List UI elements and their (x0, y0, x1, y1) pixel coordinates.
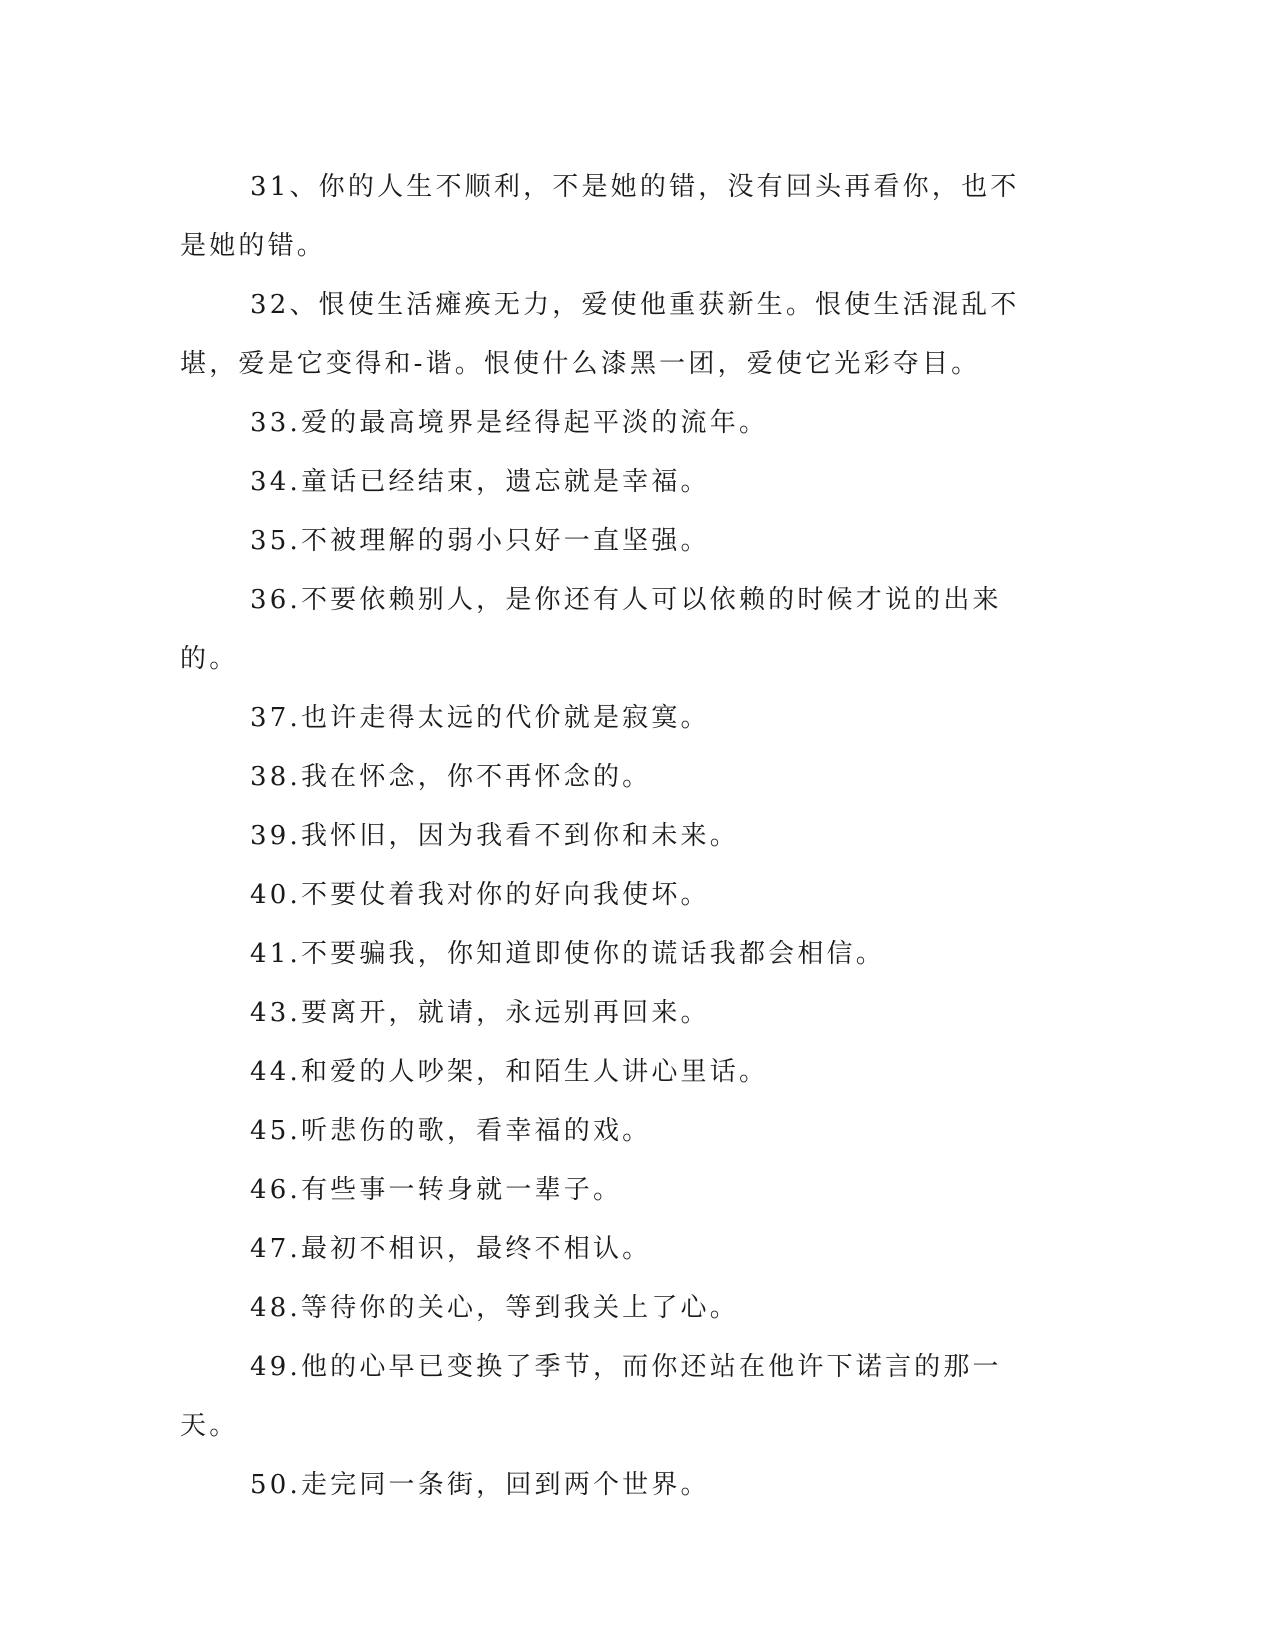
paragraph-41: 41.不要骗我，你知道即使你的谎话我都会相信。 (250, 939, 885, 969)
paragraph-32: 32、恨使生活瘫痪无力，爱使他重获新生。恨使生活混乱不堪，爱是它变得和-谐。恨使什么漆黑一团，爱使它光彩夺目。 (180, 290, 1020, 379)
document-body (180, 158, 1045, 1515)
paragraph-45: 45.听悲伤的歌，看幸福的戏。 (250, 1116, 652, 1146)
paragraph-31: 31、你的人生不顺利，不是她的错，没有回头再看你，也不是她的错。 (180, 172, 1020, 261)
paragraph-35: 35.不被理解的弱小只好一直坚强。 (250, 526, 710, 556)
paragraph-37: 37.也许走得太远的代价就是寂寞。 (250, 703, 710, 733)
paragraph-39: 39.我怀旧，因为我看不到你和未来。 (250, 821, 739, 851)
paragraph-49: 49.他的心早已变换了季节，而你还站在他许下诺言的那一天。 (180, 1352, 1002, 1441)
paragraph-33: 33.爱的最高境界是经得起平淡的流年。 (250, 408, 769, 438)
paragraph-46: 46.有些事一转身就一辈子。 (250, 1175, 623, 1205)
paragraph-40: 40.不要仗着我对你的好向我使坏。 (250, 880, 710, 910)
paragraph-38: 38.我在怀念，你不再怀念的。 (250, 762, 652, 792)
paragraph-50: 50.走完同一条街，回到两个世界。 (250, 1470, 710, 1500)
paragraph-47: 47.最初不相识，最终不相认。 (250, 1234, 652, 1264)
paragraph-43: 43.要离开，就请，永远别再回来。 (250, 998, 710, 1028)
paragraph-48: 48.等待你的关心，等到我关上了心。 (250, 1293, 739, 1323)
paragraph-44: 44.和爱的人吵架，和陌生人讲心里话。 (250, 1057, 769, 1087)
paragraph-36: 36.不要依赖别人，是你还有人可以依赖的时候才说的出来的。 (180, 585, 1002, 674)
paragraph-34: 34.童话已经结束，遗忘就是幸福。 (250, 467, 710, 497)
